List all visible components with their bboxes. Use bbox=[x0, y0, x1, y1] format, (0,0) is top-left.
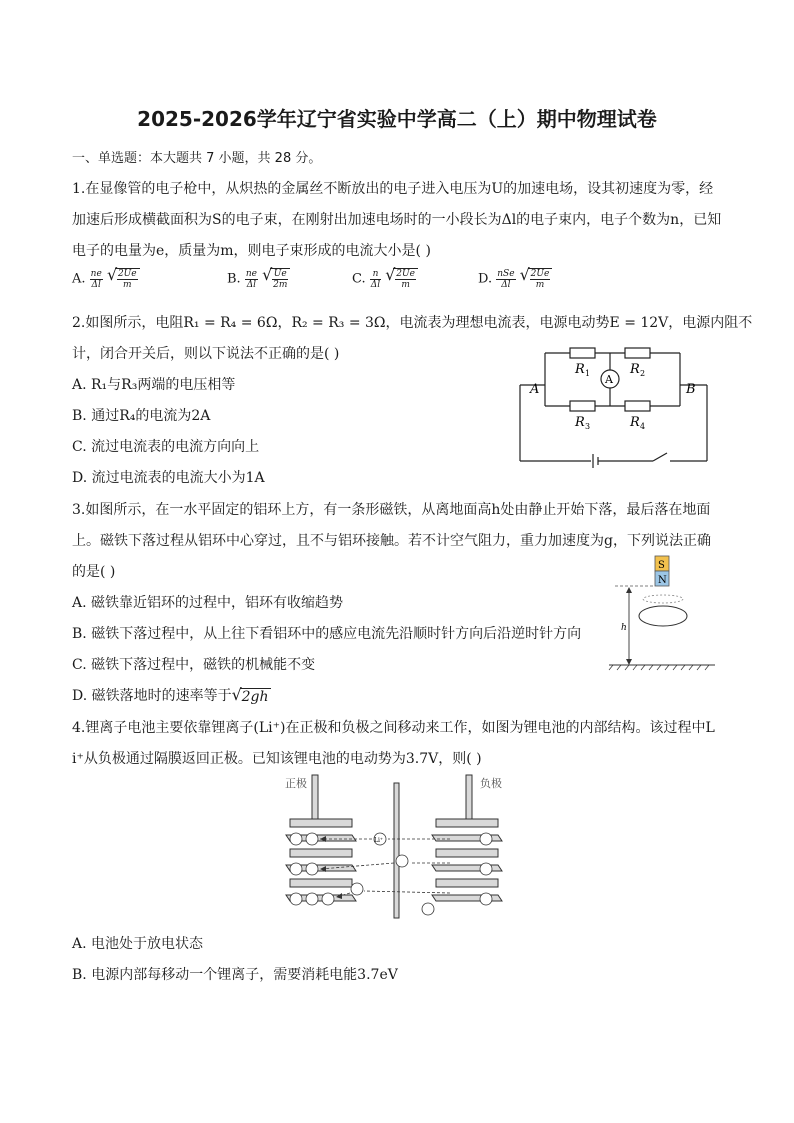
q3-line-3: 的是( ) bbox=[72, 564, 116, 580]
q1-line-3: 电子的电量为e，质量为m，则电子束形成的电流大小是( ) bbox=[72, 243, 431, 259]
page-title: 2025-2026学年辽宁省实验中学高二（上）期中物理试卷 bbox=[137, 107, 657, 131]
option-label: D. bbox=[478, 271, 493, 287]
q1-line-1: 1.在显像管的电子枪中，从炽热的金属丝不断放出的电子进入电压为U的加速电场，设其初速度为零，经 bbox=[72, 181, 714, 197]
r2-subscript: 2 bbox=[640, 369, 646, 378]
q1-option-c bbox=[352, 265, 418, 290]
lithium-ion-markers bbox=[290, 833, 492, 915]
q3-option-d bbox=[72, 685, 271, 705]
fraction: $\frac{ne}{\Delta l}$ bbox=[245, 268, 257, 290]
q2-option-b: B. 通过R₄的电流为2A bbox=[72, 408, 211, 424]
ammeter-label: A bbox=[605, 373, 613, 386]
node-b-label: B bbox=[686, 382, 696, 397]
q3-line-1: 3.如图所示，在一水平固定的铝环上方，有一条形磁铁，从离地面高h处由静止开始下落，最后落在地面 bbox=[72, 502, 711, 518]
option-label: C. bbox=[352, 271, 366, 287]
positive-electrode-label: 正极 bbox=[285, 777, 307, 790]
lithium-battery-diagram bbox=[280, 773, 520, 923]
fraction: $\frac{ne}{\Delta l}$ bbox=[90, 268, 102, 290]
r3-subscript: 3 bbox=[585, 422, 591, 431]
r4-label: R bbox=[630, 415, 640, 430]
ground-hatch bbox=[609, 665, 709, 670]
magnet-ring-diagram bbox=[605, 553, 717, 671]
q4-option-a: A. 电池处于放电状态 bbox=[72, 936, 204, 952]
square-root: √ 2gh bbox=[231, 684, 269, 705]
q2-line-1: 2.如图所示，电阻R₁ = R₄ = 6Ω，R₂ = R₃ = 3Ω，电流表为理想电流表，电源电动势E = 12V，电源内阻不 bbox=[72, 315, 753, 331]
fraction: $\frac{\text{nSe}}{\Delta l}$ bbox=[497, 268, 515, 290]
option-label: A. bbox=[72, 271, 86, 287]
q1-option-b bbox=[227, 265, 290, 290]
fraction: $\frac{n}{\Delta l}$ bbox=[370, 268, 381, 290]
section-heading: 一、单选题：本大题共 7 小题，共 28 分。 bbox=[72, 151, 322, 166]
negative-electrode-label: 负极 bbox=[480, 777, 502, 790]
square-root: √ $\frac{2Ue}{m}$ bbox=[107, 268, 140, 290]
q3-line-2: 上。磁铁下落过程从铝环中心穿过，且不与铝环接触。若不计空气阻力，重力加速度为g，下列说法正确 bbox=[72, 533, 711, 549]
square-root: √ $\frac{2Ue}{m}$ bbox=[520, 268, 553, 290]
q3-option-c: C. 磁铁下落过程中，磁铁的机械能不变 bbox=[72, 657, 316, 673]
square-root: √ $\frac{Ue}{2m}$ bbox=[262, 268, 290, 290]
q2-option-c: C. 流过电流表的电流方向向上 bbox=[72, 439, 260, 455]
q4-option-b: B. 电源内部每移动一个锂离子，需要消耗电能3.7eV bbox=[72, 967, 398, 983]
node-a-label: A bbox=[530, 382, 540, 397]
r1-label: R bbox=[575, 362, 585, 377]
r4-subscript: 4 bbox=[640, 422, 646, 431]
r3-label: R bbox=[575, 415, 585, 430]
r1-subscript: 1 bbox=[585, 369, 591, 378]
q4-line-2: i⁺从负极通过隔膜返回正极。已知该锂电池的电动势为3.7V，则( ) bbox=[72, 751, 482, 767]
r2-label: R bbox=[630, 362, 640, 377]
square-root: √ $\frac{2Ue}{m}$ bbox=[385, 268, 418, 290]
south-pole-label: S bbox=[658, 560, 665, 571]
q2-option-a: A. R₁与R₃两端的电压相等 bbox=[72, 377, 236, 393]
north-pole-label: N bbox=[658, 575, 667, 586]
q4-line-1: 4.锂离子电池主要依靠锂离子(Li⁺)在正极和负极之间移动来工作，如图为锂电池的内部结构。该过程中L bbox=[72, 720, 715, 736]
height-label: h bbox=[621, 623, 627, 633]
ion-label: Li⁺ bbox=[374, 837, 384, 844]
option-label: B. bbox=[227, 271, 241, 287]
q1-option-a bbox=[72, 265, 140, 290]
circuit-diagram bbox=[515, 343, 715, 468]
q3-option-a: A. 磁铁靠近铝环的过程中，铝环有收缩趋势 bbox=[72, 595, 344, 611]
q1-option-d bbox=[478, 265, 552, 290]
option-text: D. 磁铁落地时的速率等于 bbox=[72, 688, 232, 704]
q3-option-b: B. 磁铁下落过程中，从上往下看铝环中的感应电流先沿顺时针方向后沿逆时针方向 bbox=[72, 626, 582, 642]
q2-option-d: D. 流过电流表的电流大小为1A bbox=[72, 470, 265, 486]
q2-line-2: 计，闭合开关后，则以下说法不正确的是( ) bbox=[72, 346, 340, 362]
q1-line-2: 加速后形成横截面积为S的电子束，在刚射出加速电场时的一小段长为Δl的电子束内，电子个数为n，已知 bbox=[72, 212, 722, 228]
